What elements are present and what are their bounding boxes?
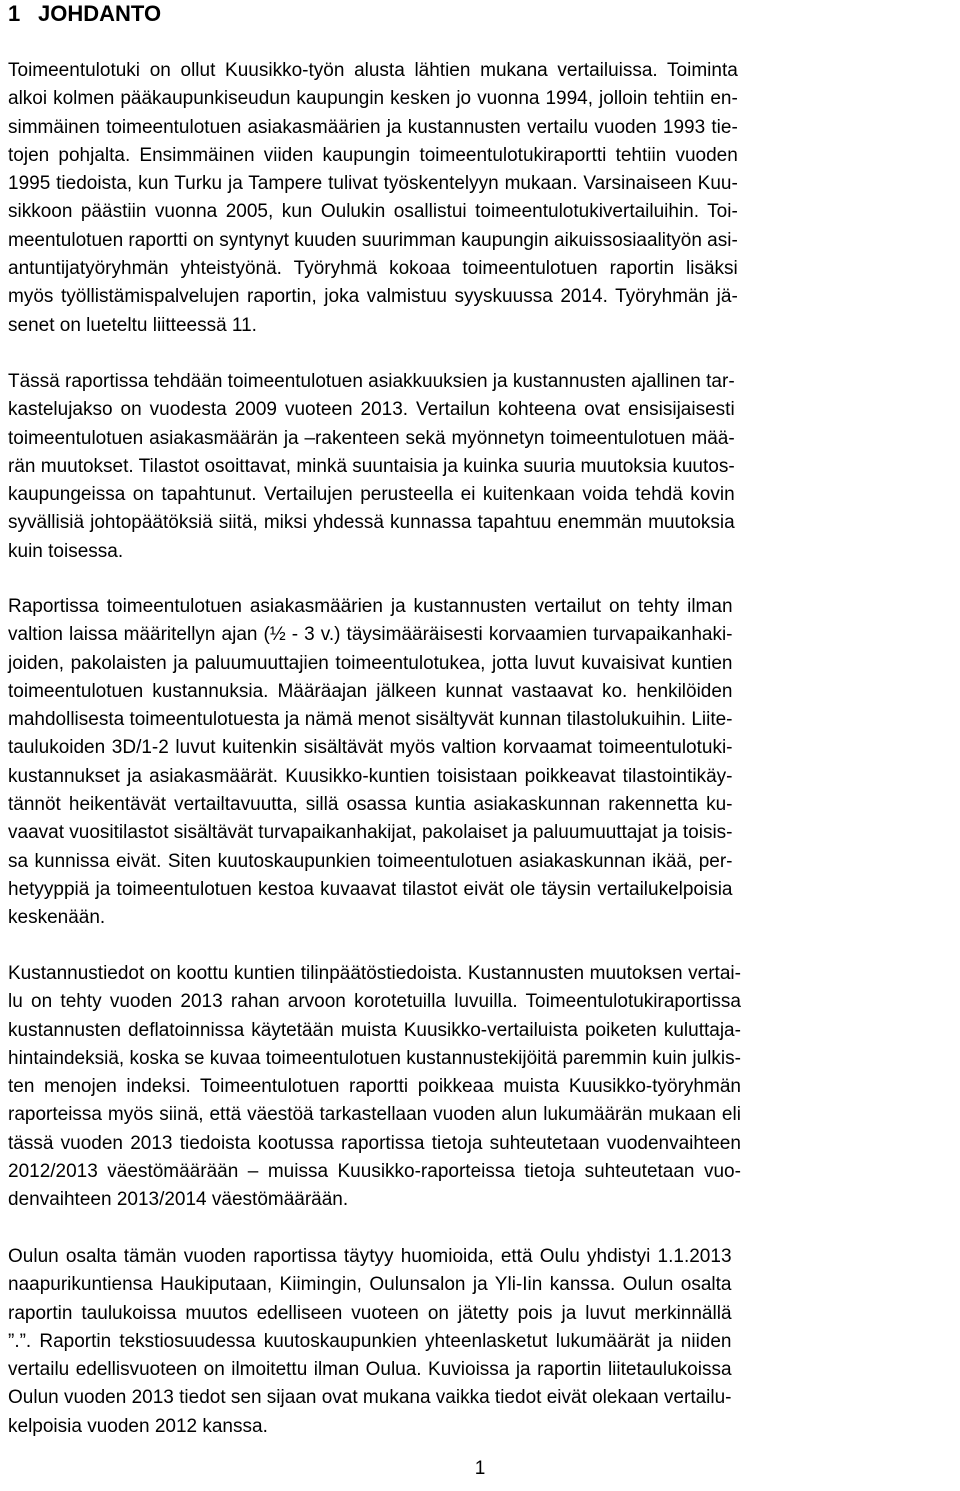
paragraph-line: taulukoiden 3D/1-2 luvut kuitenkin sisältävät myös valtion korvaamat toimeentulotuki- [8,737,733,759]
paragraph-line: sikkoon päästiin vuonna 2005, kun Oulukin osallistui toimeentulotukivertailuihin. Toi- [8,201,738,223]
paragraph-line: Toimeentulotuki on ollut Kuusikko-työn alusta lähtien mukana vertailuissa. Toiminta [8,60,738,81]
paragraph-line: tässä vuoden 2013 tiedoista kootussa raportissa tietoja suhteutetaan vuodenvaihteen [8,1132,741,1154]
page-number: 1 [474,1458,486,1479]
paragraph-line: sa kunnissa eivät. Siten kuutoskaupunkien toimeentulotuen asiakaskunnan ikää, per- [8,850,733,872]
paragraph-1 [8,57,738,340]
paragraph-line: kuin toisessa. [8,540,124,562]
paragraph-line: kaupungeissa on tapahtunut. Vertailujen perusteella ei kuitenkaan voida tehdä kovin [8,484,735,506]
paragraph-line: kustannusten deflatoinnissa käytetään muista Kuusikko-vertailuista poiketen kuluttaja- [8,1019,741,1041]
paragraph-line: lu on tehty vuoden 2013 rahan arvoon korotetuilla luvuilla. Toimeentulotukiraportissa [8,991,741,1013]
paragraph-line: myös työllistämispalvelujen raportin, joka valmistuu syyskuussa 2014. Työryhmän jä- [8,286,738,308]
paragraph-line: Oulun vuoden 2013 tiedot sen sijaan ovat mukana vaikka tiedot eivät olekaan vertailu- [8,1387,732,1409]
paragraph-line: alkoi kolmen pääkaupunkiseudun kaupungin kesken jo vuonna 1994, jolloin tehtiin en- [8,88,738,110]
paragraph-line: tännöt heikentävät vertailtavuutta, sillä osassa kuntia asiakaskunnan rakennetta ku- [8,794,733,816]
paragraph-line: antuntijatyöryhmän yhteistyönä. Työryhmä kokoaa toimeentulotuen raportin lisäksi [8,258,738,280]
paragraph-line: simmäinen toimeentulotuen asiakasmäärien ja kustannusten vertailu vuoden 1993 tie- [8,116,738,138]
paragraph-line: hetyyppiä ja toimeentulotuen kestoa kuvaavat tilastot eivät ole täysin vertailukelpoisia [8,878,733,900]
paragraph-5 [8,1243,732,1441]
paragraph-line: valtion laissa määritellyn ajan (½ - 3 v.) täysimääräisesti korvaamien turvapaikanhaki- [8,624,733,646]
paragraph-line: tojen pohjalta. Ensimmäinen viiden kaupungin toimeentulotukiraportti tehtiin vuoden [8,144,738,166]
paragraph-line: Kustannustiedot on koottu kuntien tilinpäätöstiedoista. Kustannusten muutoksen vertai- [8,963,741,984]
paragraph-line: joiden, pakolaisten ja paluumuuttajien toimeentulotukea, jotta luvut kuvaisivat kuntien [8,652,733,674]
paragraph-line: raportin taulukoissa muutos edelliseen vuoteen on jätetty pois ja luvut merkinnällä [8,1302,732,1324]
paragraph-line: meentulotuen raportti on syntynyt kuuden suurimman kaupungin aikuissosiaalityön asi- [8,229,738,251]
paragraph-line: syvällisiä johtopäätöksiä siitä, miksi yhdessä kunnassa tapahtuu enemmän muutoksia [8,512,735,534]
paragraph-line: 1995 tiedoista, kun Turku ja Tampere tulivat työskentelyyn mukaan. Varsinaiseen Kuu- [8,173,738,195]
paragraph-4 [8,960,741,1215]
paragraph-line: Oulun osalta tämän vuoden raportissa täytyy huomioida, että Oulu yhdistyi 1.1.2013 [8,1246,732,1267]
section-number: 1 [8,1,21,26]
document-page [8,0,954,1437]
paragraph-line: mahdollisesta toimeentulotuesta ja nämä menot sisältyvät kunnan tilastolukuihin. Liite- [8,709,733,731]
paragraph-line: toimeentulotuen kustannuksia. Määräajan jälkeen kunnat vastaavat ko. henkilöiden [8,680,733,702]
paragraph-line: toimeentulotuen asiakasmäärän ja –rakenteen sekä myönnetyn toimeentulotuen mää- [8,427,735,449]
paragraph-line: naapurikuntiensa Haukiputaan, Kiimingin, Oulunsalon ja Yli-Iin kanssa. Oulun osalta [8,1274,732,1296]
paragraph-line: keskenään. [8,907,106,929]
paragraph-line: raporteissa myös siinä, että väestöä tarkastellaan vuoden alun lukumäärän mukaan eli [8,1104,741,1126]
paragraph-line: Raportissa toimeentulotuen asiakasmäärien ja kustannusten vertailut on tehty ilman [8,596,733,617]
paragraph-line: vertailu edellisvuoteen on ilmoitettu ilman Oulua. Kuvioissa ja raportin liitetaulukoissa [8,1359,732,1381]
paragraph-line: Tässä raportissa tehdään toimeentulotuen asiakkuuksien ja kustannusten ajallinen tar- [8,371,735,392]
paragraph-3 [8,593,733,933]
section-heading [8,0,954,27]
paragraph-line: 2012/2013 väestömäärään – muissa Kuusikko-raporteissa tietoja suhteutetaan vuo- [8,1161,741,1183]
paragraph-line: kustannukset ja asiakasmäärät. Kuusikko-kuntien toisistaan poikkeavat tilastointikäy- [8,765,733,787]
paragraph-line: kastelujakso on vuodesta 2009 vuoteen 2013. Vertailun kohteena ovat ensisijaisesti [8,399,735,421]
paragraph-line: vaavat vuositilastot sisältävät turvapaikanhakijat, pakolaiset ja paluumuuttajat ja toisis- [8,822,733,844]
paragraph-line: ten menojen indeksi. Toimeentulotuen raportti poikkeaa muista Kuusikko-työryhmän [8,1076,741,1098]
section-title: JOHDANTO [38,1,162,26]
paragraph-2 [8,368,735,566]
paragraph-line: kelpoisia vuoden 2012 kanssa. [8,1415,268,1437]
paragraph-line: hintaindeksiä, koska se kuvaa toimeentulotuen kustannustekijöitä paremmin kuin julkis- [8,1047,741,1069]
paragraph-line: ”.”. Raportin tekstiosuudessa kuutoskaupunkien yhteenlasketut lukumäärät ja niiden [8,1330,732,1352]
paragraph-line: denvaihteen 2013/2014 väestömäärään. [8,1189,349,1211]
paragraph-line: rän muutokset. Tilastot osoittavat, minkä suuntaisia ja kuinka suuria muutoksia kuutos- [8,455,735,477]
paragraph-line: senet on lueteltu liitteessä 11. [8,314,257,336]
